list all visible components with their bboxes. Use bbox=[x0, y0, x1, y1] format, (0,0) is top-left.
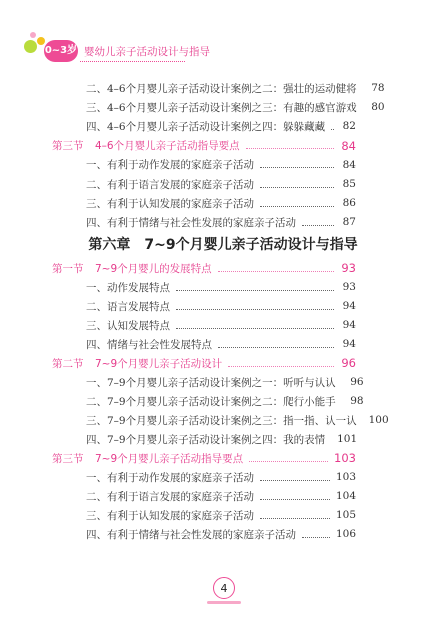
age-badge: 0~3岁 bbox=[44, 40, 78, 62]
toc-entry-title: 二、有利于语言发展的家庭亲子活动 bbox=[86, 490, 254, 503]
toc-page-number: 103 bbox=[335, 471, 356, 483]
toc-entry-title: 三、4–6个月婴儿亲子活动设计案例之三：有趣的感官游戏 bbox=[86, 101, 357, 114]
chapter-heading: 第六章 7~9个月婴儿亲子活动设计与指导 bbox=[88, 237, 358, 253]
toc-entry-title: 三、有利于认知发展的家庭亲子活动 bbox=[86, 197, 254, 210]
toc-entry-title: 一、有利于动作发展的家庭亲子活动 bbox=[86, 159, 254, 172]
toc-page-number: 84 bbox=[342, 158, 356, 171]
toc-entry-title: 一、7–9个月婴儿亲子活动设计案例之一：听听与认认 bbox=[86, 376, 336, 389]
toc-item-entry bbox=[86, 507, 356, 523]
toc-dot-leader bbox=[246, 142, 334, 149]
page-number: 4 bbox=[213, 577, 235, 599]
toc-section-entry bbox=[52, 260, 356, 276]
toc-entry-title: 二、4–6个月婴儿亲子活动设计案例之二：强壮的运动健将 bbox=[86, 82, 357, 95]
toc-entry-title: 四、有利于情绪与社会性发展的家庭亲子活动 bbox=[86, 216, 296, 229]
toc-page-number: 106 bbox=[335, 528, 356, 540]
toc-entry-title: 二、有利于语言发展的家庭亲子活动 bbox=[86, 178, 254, 191]
yellow-dot-decoration bbox=[37, 37, 45, 45]
toc-dot-leader bbox=[176, 284, 334, 291]
toc-dot-leader bbox=[260, 512, 330, 519]
book-title: 婴幼儿亲子活动设计与指导 bbox=[84, 46, 210, 58]
toc-entry-title: 7~9个月婴儿亲子活动指导要点 bbox=[95, 452, 244, 465]
toc-dot-leader bbox=[331, 123, 334, 130]
toc-item-entry bbox=[86, 374, 364, 390]
toc-section-entry bbox=[52, 138, 356, 154]
toc-entry-title: 四、4–6个月婴儿亲子活动设计案例之四：躲躲藏藏 bbox=[86, 120, 326, 133]
page-header bbox=[0, 0, 446, 70]
header-divider bbox=[80, 61, 185, 63]
toc-page-number: 78 bbox=[371, 82, 385, 94]
toc-section-entry bbox=[52, 450, 356, 466]
page-number-underline bbox=[207, 601, 241, 604]
toc-dot-leader bbox=[260, 474, 330, 481]
toc-page-number: 101 bbox=[337, 433, 358, 445]
toc-dot-leader bbox=[249, 455, 328, 462]
toc-page-number: 100 bbox=[368, 414, 389, 426]
green-dot-decoration bbox=[24, 40, 37, 53]
toc-page-number: 103 bbox=[334, 451, 356, 465]
toc-item-entry bbox=[86, 393, 364, 409]
toc-page-number: 94 bbox=[342, 300, 356, 312]
toc-item-entry bbox=[86, 80, 385, 96]
toc-entry-title: 三、7–9个月婴儿亲子活动设计案例之三：指一指、认一认 bbox=[86, 414, 357, 427]
toc-page-number: 98 bbox=[350, 395, 364, 407]
toc-item-entry bbox=[86, 99, 385, 115]
toc-page-number: 105 bbox=[335, 509, 356, 521]
toc-page-number: 85 bbox=[342, 178, 356, 190]
toc-section-number: 第一节 bbox=[52, 262, 84, 275]
toc-page-number: 93 bbox=[341, 261, 356, 275]
toc-item-entry bbox=[86, 298, 356, 314]
toc-dot-leader bbox=[302, 219, 334, 226]
toc-page-number: 87 bbox=[342, 216, 356, 229]
toc-item-entry bbox=[86, 526, 356, 542]
toc-dot-leader bbox=[218, 341, 334, 348]
toc-entry-title: 二、7–9个月婴儿亲子活动设计案例之二：爬行小能手 bbox=[86, 395, 336, 408]
toc-page-number: 96 bbox=[350, 376, 364, 388]
pink-dot-decoration bbox=[30, 32, 36, 38]
toc-item-entry bbox=[86, 157, 356, 173]
toc-dot-leader bbox=[260, 493, 330, 500]
toc-dot-leader bbox=[260, 181, 334, 188]
toc-section-number: 第三节 bbox=[52, 140, 84, 153]
toc-page-number: 93 bbox=[342, 281, 356, 293]
toc-item-entry bbox=[86, 488, 356, 504]
toc-page-number: 104 bbox=[335, 490, 356, 502]
toc-entry-title: 四、7–9个月婴儿亲子活动设计案例之四：我的表情 bbox=[86, 433, 326, 446]
toc-dot-leader bbox=[260, 161, 334, 168]
toc-page-number: 96 bbox=[341, 356, 356, 370]
toc-section-number: 第二节 bbox=[52, 357, 84, 370]
toc-section-entry bbox=[52, 355, 356, 371]
toc-entry-title: 4–6个月婴儿亲子活动指导要点 bbox=[95, 140, 240, 153]
toc-item-entry bbox=[86, 195, 356, 211]
toc-item-entry bbox=[86, 431, 356, 447]
toc-page-number: 80 bbox=[371, 101, 385, 114]
toc-entry-title: 一、动作发展特点 bbox=[86, 281, 170, 294]
toc-entry-title: 7~9个月婴儿亲子活动设计 bbox=[95, 357, 223, 370]
toc-item-entry bbox=[86, 214, 356, 230]
toc-entry-title: 四、有利于情绪与社会性发展的家庭亲子活动 bbox=[86, 528, 296, 541]
toc-item-entry bbox=[86, 279, 356, 295]
toc-dot-leader bbox=[176, 303, 334, 310]
toc-dot-leader bbox=[218, 265, 334, 272]
toc-dot-leader bbox=[260, 200, 334, 207]
toc-section-number: 第三节 bbox=[52, 452, 84, 465]
toc-item-entry bbox=[86, 336, 356, 352]
toc-page-number: 86 bbox=[342, 197, 356, 210]
toc-item-entry bbox=[86, 469, 356, 485]
toc-page-number: 82 bbox=[342, 120, 356, 133]
toc-page-number: 84 bbox=[341, 138, 356, 153]
toc-page-number: 94 bbox=[342, 338, 356, 350]
toc-entry-title: 二、语言发展特点 bbox=[86, 300, 170, 313]
toc-entry-title: 三、有利于认知发展的家庭亲子活动 bbox=[86, 509, 254, 522]
toc-item-entry bbox=[86, 176, 356, 192]
toc-item-entry bbox=[86, 118, 356, 134]
toc-item-entry bbox=[86, 317, 356, 333]
toc-entry-title: 四、情绪与社会性发展特点 bbox=[86, 338, 212, 351]
toc-dot-leader bbox=[228, 360, 334, 367]
toc-dot-leader bbox=[176, 322, 334, 329]
toc-item-entry bbox=[86, 412, 389, 428]
toc-entry-title: 7~9个月婴儿的发展特点 bbox=[95, 262, 212, 275]
toc-page-number: 94 bbox=[342, 319, 356, 331]
toc-entry-title: 三、认知发展特点 bbox=[86, 319, 170, 332]
toc-entry-title: 一、有利于动作发展的家庭亲子活动 bbox=[86, 471, 254, 484]
toc-dot-leader bbox=[302, 531, 330, 538]
